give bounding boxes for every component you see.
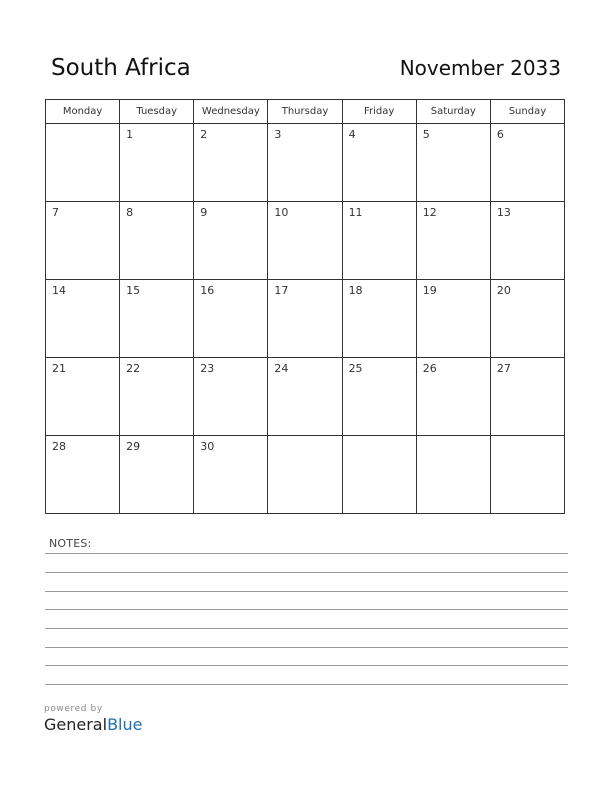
day-cell bbox=[268, 436, 342, 514]
day-cell bbox=[416, 124, 490, 202]
month-year-title: November 2033 bbox=[399, 56, 561, 80]
day-cell bbox=[268, 280, 342, 358]
day-cell bbox=[194, 358, 268, 436]
day-number bbox=[417, 436, 490, 440]
day-cell bbox=[268, 358, 342, 436]
day-number: 27 bbox=[496, 362, 511, 375]
day-cell bbox=[194, 280, 268, 358]
weekday-tuesday: Tuesday bbox=[120, 100, 194, 124]
week-row bbox=[46, 280, 565, 358]
weekday-thursday: Thursday bbox=[268, 100, 342, 124]
day-number: 18 bbox=[348, 284, 363, 297]
day-cell bbox=[120, 202, 194, 280]
day-cell bbox=[194, 124, 268, 202]
day-number: 8 bbox=[126, 206, 134, 219]
day-number: 25 bbox=[348, 362, 363, 375]
note-line bbox=[45, 647, 568, 648]
day-number: 12 bbox=[422, 206, 437, 219]
day-number: 19 bbox=[422, 284, 437, 297]
generalblue-logo bbox=[44, 704, 142, 734]
day-cell bbox=[342, 124, 416, 202]
day-number: 4 bbox=[348, 128, 356, 141]
day-cell bbox=[490, 202, 564, 280]
weekday-friday: Friday bbox=[342, 100, 416, 124]
week-row bbox=[46, 124, 565, 202]
weekday-sunday: Sunday bbox=[490, 100, 564, 124]
brand-name bbox=[44, 715, 142, 734]
day-number: 23 bbox=[200, 362, 215, 375]
day-number: 21 bbox=[52, 362, 66, 375]
day-number: 30 bbox=[200, 440, 215, 453]
day-cell bbox=[120, 436, 194, 514]
day-number: 24 bbox=[274, 362, 289, 375]
day-cell bbox=[194, 436, 268, 514]
day-cell bbox=[268, 124, 342, 202]
note-line bbox=[45, 572, 568, 573]
day-cell bbox=[342, 436, 416, 514]
day-number: 29 bbox=[126, 440, 141, 453]
day-cell bbox=[46, 436, 120, 514]
day-cell bbox=[268, 202, 342, 280]
day-number: 28 bbox=[52, 440, 66, 453]
weekday-header-row bbox=[46, 100, 565, 124]
day-cell bbox=[194, 202, 268, 280]
day-number: 2 bbox=[200, 128, 208, 141]
day-number: 11 bbox=[348, 206, 363, 219]
day-number: 17 bbox=[274, 284, 289, 297]
note-line bbox=[45, 665, 568, 666]
week-row bbox=[46, 358, 565, 436]
day-number: 3 bbox=[274, 128, 282, 141]
day-cell bbox=[416, 280, 490, 358]
day-cell bbox=[46, 202, 120, 280]
brand-general-text: General bbox=[44, 715, 108, 734]
day-cell bbox=[120, 358, 194, 436]
day-cell bbox=[342, 280, 416, 358]
note-line bbox=[45, 609, 568, 610]
day-number: 20 bbox=[496, 284, 511, 297]
weekday-saturday: Saturday bbox=[416, 100, 490, 124]
day-number: 9 bbox=[200, 206, 208, 219]
day-number bbox=[268, 436, 341, 440]
day-number: 15 bbox=[126, 284, 141, 297]
day-cell bbox=[342, 202, 416, 280]
powered-by-text: powered by bbox=[44, 704, 103, 714]
day-cell bbox=[490, 358, 564, 436]
day-number: 14 bbox=[52, 284, 66, 297]
note-line bbox=[45, 553, 568, 554]
calendar-header bbox=[0, 0, 612, 100]
day-number bbox=[491, 436, 564, 440]
day-cell bbox=[120, 124, 194, 202]
note-line bbox=[45, 684, 568, 685]
day-number: 10 bbox=[274, 206, 289, 219]
weekday-wednesday: Wednesday bbox=[194, 100, 268, 124]
day-cell bbox=[490, 124, 564, 202]
day-cell bbox=[46, 280, 120, 358]
day-number: 7 bbox=[52, 206, 59, 219]
country-title: South Africa bbox=[51, 55, 191, 81]
day-cell bbox=[416, 436, 490, 514]
day-number: 5 bbox=[422, 128, 430, 141]
week-row bbox=[46, 202, 565, 280]
day-number: 13 bbox=[496, 206, 511, 219]
day-cell bbox=[490, 280, 564, 358]
day-number bbox=[46, 124, 119, 128]
day-cell bbox=[342, 358, 416, 436]
day-number: 6 bbox=[496, 128, 504, 141]
brand-blue-text: Blue bbox=[107, 715, 143, 734]
week-row bbox=[46, 436, 565, 514]
day-cell bbox=[46, 358, 120, 436]
day-number: 1 bbox=[126, 128, 134, 141]
day-cell bbox=[490, 436, 564, 514]
note-line bbox=[45, 591, 568, 592]
day-cell bbox=[416, 358, 490, 436]
day-cell bbox=[416, 202, 490, 280]
day-cell bbox=[120, 280, 194, 358]
day-number: 26 bbox=[422, 362, 437, 375]
day-cell bbox=[46, 124, 120, 202]
note-line bbox=[45, 628, 568, 629]
day-number: 16 bbox=[200, 284, 215, 297]
weekday-monday: Monday bbox=[46, 100, 120, 124]
month-calendar-grid bbox=[45, 99, 565, 514]
day-number: 22 bbox=[126, 362, 141, 375]
notes-label: NOTES: bbox=[49, 537, 92, 550]
day-number bbox=[343, 436, 416, 440]
